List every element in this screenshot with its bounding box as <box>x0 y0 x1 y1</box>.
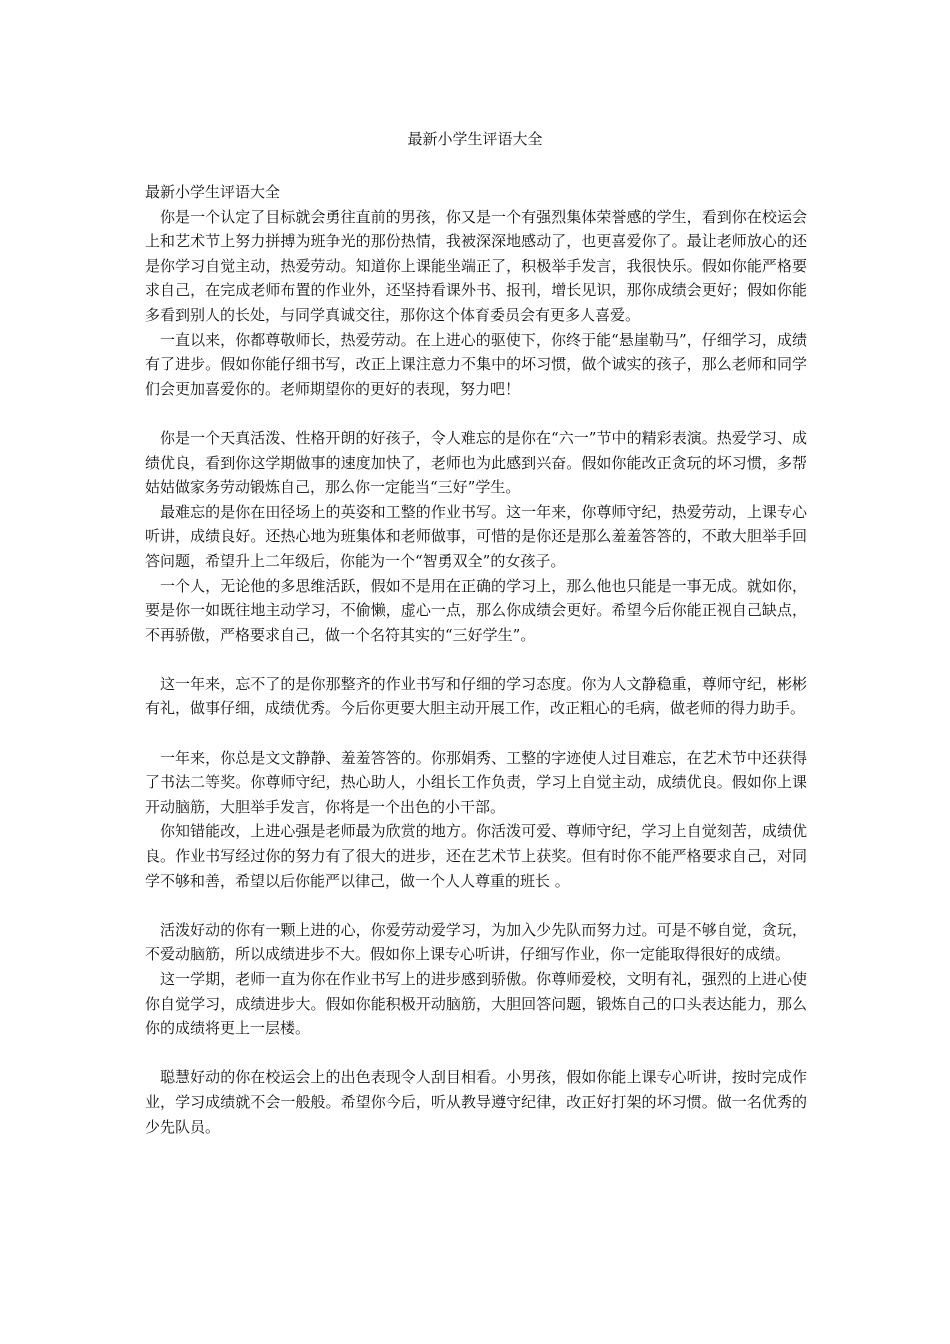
comment-paragraph: 一直以来，你都尊敬师长，热爱劳动。在上进心的驱使下，你终于能“悬崖勒马”，仔细学习，成绩有了进步。假如你能仔细书写，改正上课注意力不集中的坏习惯，做个诚实的孩子，那么老师和同学们会更加喜爱你的。老师期望你的更好的表现，努力吧！ <box>145 330 807 398</box>
comment-paragraph: 聪慧好动的你在校运会上的出色表现令人刮目相看。小男孩，假如你能上课专心听讲，按时完成作业，学习成绩就不会一般般。希望你今后，听从教导遵守纪律，改正好打架的坏习惯。做一名优秀的少先队员。 <box>145 1068 807 1136</box>
document-title: 最新小学生评语大全 <box>407 130 543 148</box>
comment-paragraph: 你知错能改，上进心强是老师最为欣赏的地方。你活泼可爱、尊师守纪，学习上自觉刻苦，成绩优良。作业书写经过你的努力有了很大的进步，还在艺术节上获奖。但有时你不能严格要求自己，对同学不够和善，希望以后你能严以律己，做一个人人尊重的班长 。 <box>145 822 807 890</box>
document-body <box>145 180 807 1139</box>
paragraph-gap <box>145 721 807 746</box>
comment-paragraph: 一年来，你总是文文静静、羞羞答答的。你那娟秀、工整的字迹使人过目难忘，在艺术节中还获得了书法二等奖。你尊师守纪，热心助人，小组长工作负责，学习上自觉主动，成绩优良。假如你上课开动脑筋，大胆举手发言，你将是一个出色的小干部。 <box>145 748 807 816</box>
comment-paragraph: 最难忘的是你在田径场上的英姿和工整的作业书写。这一年来，你尊师守纪，热爱劳动，上课专心听讲，成绩良好。还热心地为班集体和老师做事，可惜的是你还是那么羞羞答答的，不敢大胆举手回答问题，希望升上二年级后，你能为一个“智勇双全”的女孩子。 <box>145 502 807 570</box>
comment-paragraph: 你是一个认定了目标就会勇往直前的男孩，你又是一个有强烈集体荣誉感的学生，看到你在校运会上和艺术节上努力拼搏为班争光的那份热情，我被深深地感动了，也更喜爱你了。最让老师放心的还是你学习自觉主动，热爱劳动。知道你上课能坐端正了，积极举手发言，我很快乐。假如你能严格要求自己，在完成老师布置的作业外，还坚持看课外书、报刊，增长见识，那你成绩会更好；假如你能多看到别人的长处，与同学真诚交往，那你这个体育委员会有更多人喜爱。 <box>145 207 807 324</box>
comment-paragraph: 你是一个天真活泼、性格开朗的好孩子，令人难忘的是你在“六一”节中的精彩表演。热爱学习、成绩优良，看到你这学期做事的速度加快了，老师也为此感到兴奋。假如你能改正贪玩的坏习惯，多帮姑姑做家务劳动锻炼自己，那么你一定能当“三好”学生。 <box>145 428 807 497</box>
document-subtitle: 最新小学生评语大全 <box>145 183 281 201</box>
paragraph-gap <box>145 647 807 672</box>
paragraph-gap <box>145 1041 807 1066</box>
paragraph-gap <box>145 893 807 918</box>
comment-paragraph: 活泼好动的你有一颗上进的心，你爱劳动爱学习，为加入少先队而努力过。可是不够自觉，贪玩，不爱动脑筋，所以成绩进步不大。假如你上课专心听讲，仔细写作业，你一定能取得很好的成绩。 <box>145 920 807 964</box>
paragraph-gap <box>145 401 807 426</box>
comment-paragraph: 这一年来，忘不了的是你那整齐的作业书写和仔细的学习态度。你为人文静稳重，尊师守纪，彬彬有礼，做事仔细，成绩优秀。今后你更要大胆主动开展工作，改正粗心的毛病，做老师的得力助手。 <box>145 674 807 718</box>
comment-paragraph: 一个人，无论他的多思维活跃，假如不是用在正确的学习上，那么他也只能是一事无成。就如你，要是你一如既往地主动学习，不偷懒，虚心一点，那么你成绩会更好。希望今后你能正视自己缺点，不再骄傲，严格要求自己，做一个名符其实的“三好学生”。 <box>145 576 807 644</box>
comment-paragraph: 这一学期，老师一直为你在作业书写上的进步感到骄傲。你尊师爱校，文明有礼，强烈的上进心使你自觉学习，成绩进步大。假如你能积极开动脑筋，大胆回答问题，锻炼自己的口头表达能力，那么你的成绩将更上一层楼。 <box>145 970 807 1038</box>
